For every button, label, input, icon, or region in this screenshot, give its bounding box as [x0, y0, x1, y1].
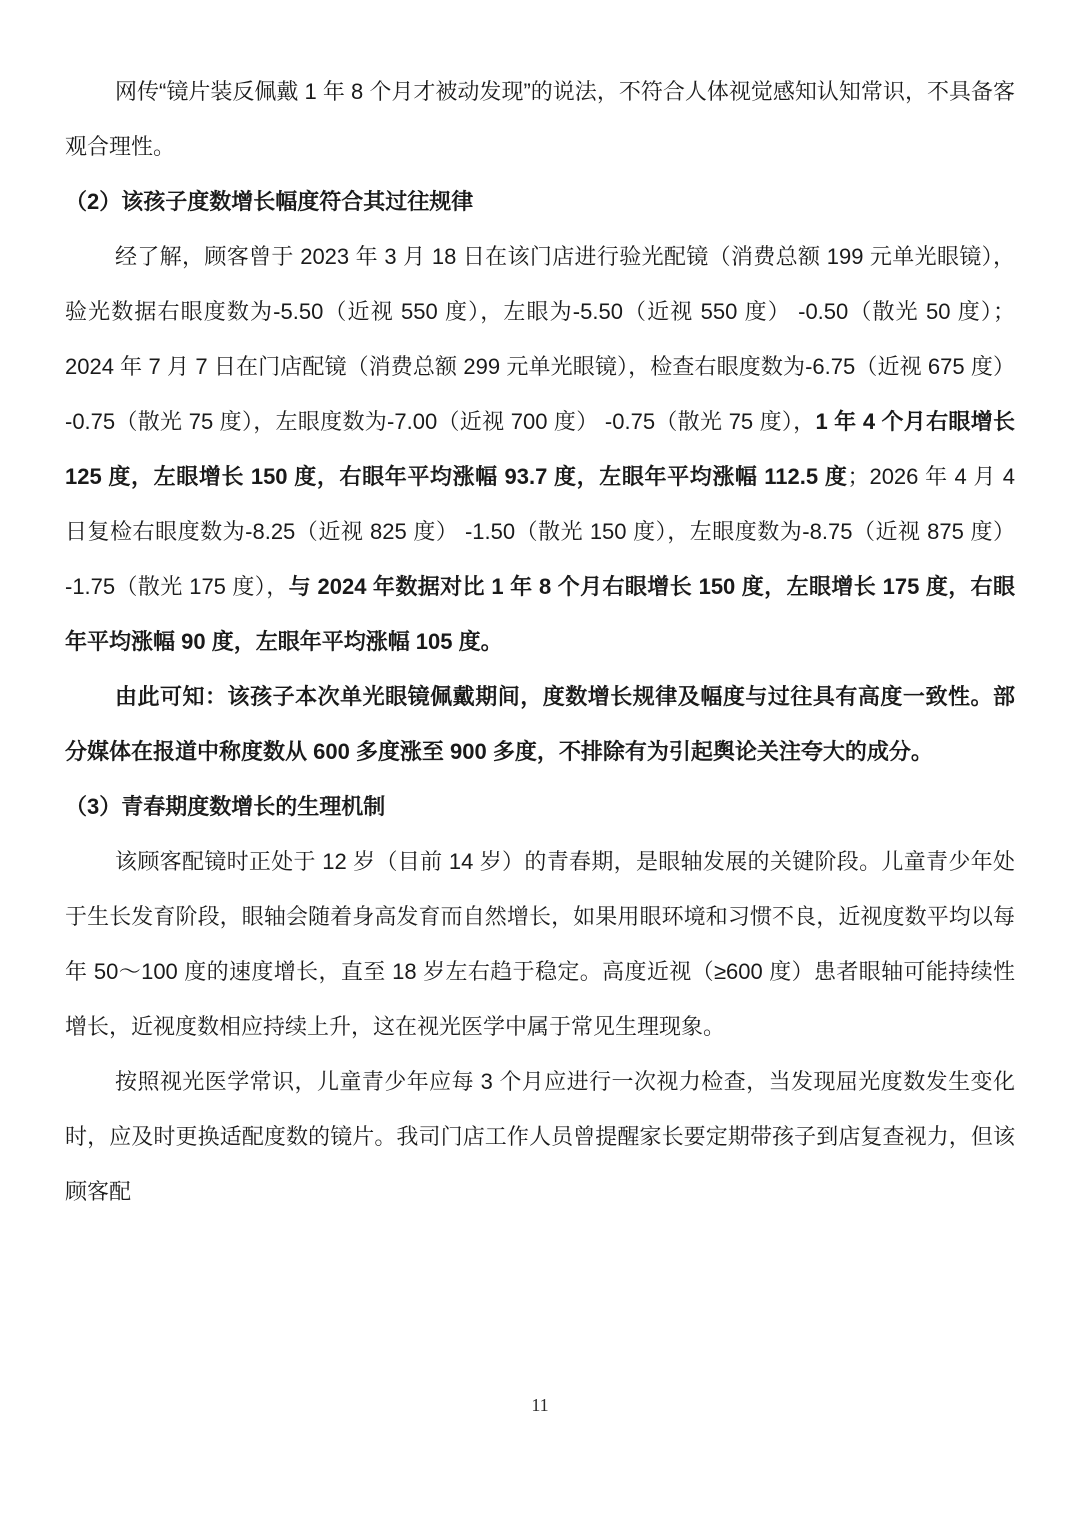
page-number: 11 [531, 1395, 549, 1415]
paragraph-conclusion: 由此可知：该孩子本次单光眼镜佩戴期间，度数增长规律及幅度与过往具有高度一致性。部分媒体在报道中称度数从 600 多度涨至 900 多度，不排除有为引起舆论关注夸大的成分。 [65, 684, 1015, 764]
section-heading-3: （3）青春期度数增长的生理机制 [65, 794, 386, 819]
section-heading-2: （2）该孩子度数增长幅度符合其过往规律 [65, 189, 474, 214]
text-run: ；2026 年 4 月 4 日复检右眼度数为-8.25（近视 825 度） -1.50（散光 150 度），左眼度数为-8.75（近视 875 度） -1.75（散光 175 度）， [65, 464, 1015, 599]
paragraph-growth-mechanism: 该顾客配镜时正处于 12 岁（目前 14 岁）的青春期，是眼轴发展的关键阶段。儿童青少年处于生长发育阶段，眼轴会随着身高发育而自然增长，如果用眼环境和习惯不良，近视度数平均以每年 50～100 度的速度增长，直至 18 岁左右趋于稳定。高度近视（≥600 度）患者眼轴可能持续性增长，近视度数相应持续上升，这在视光医学中属于常见生理现象。 [65, 849, 1015, 1039]
text-run: 经了解，顾客曾于 2023 年 3 月 18 日在该门店进行验光配镜（消费总额 199 元单光眼镜），验光数据右眼度数为-5.50（近视 550 度），左眼为-5.50（近视 550 度） -0.50（散光 50 度）；2024 年 7 月 7 日在门店配镜（消费总额 299 元单光眼镜），检查右眼度数为-6.75（近视 675 度） -0.75（散光 75 度），左眼度数为-7.00（近视 700 度） -0.75（散光 75 度）， [65, 244, 1015, 434]
paragraph-checkup-advice: 按照视光医学常识，儿童青少年应每 3 个月应进行一次视力检查，当发现屈光度数发生变化时，应及时更换适配度数的镜片。我司门店工作人员曾提醒家长要定期带孩子到店复查视力，但该顾客配 [65, 1069, 1015, 1204]
text-run-bold-growth-2024: 1 年 4 个月右眼增长 125 度，左眼增长 150 度，右眼年平均涨幅 93.7 度，左眼年平均涨幅 112.5 度 [65, 409, 1015, 489]
paragraph-refraction-data [65, 229, 1015, 669]
paragraph-net-rumor: 网传“镜片装反佩戴 1 年 8 个月才被动发现”的说法，不符合人体视觉感知认知常识，不具备客观合理性。 [65, 79, 1015, 159]
text-run-bold-growth-2026: 与 2024 年数据对比 1 年 8 个月右眼增长 150 度，左眼增长 175 度，右眼年平均涨幅 90 度，左眼年平均涨幅 105 度。 [65, 574, 1016, 654]
